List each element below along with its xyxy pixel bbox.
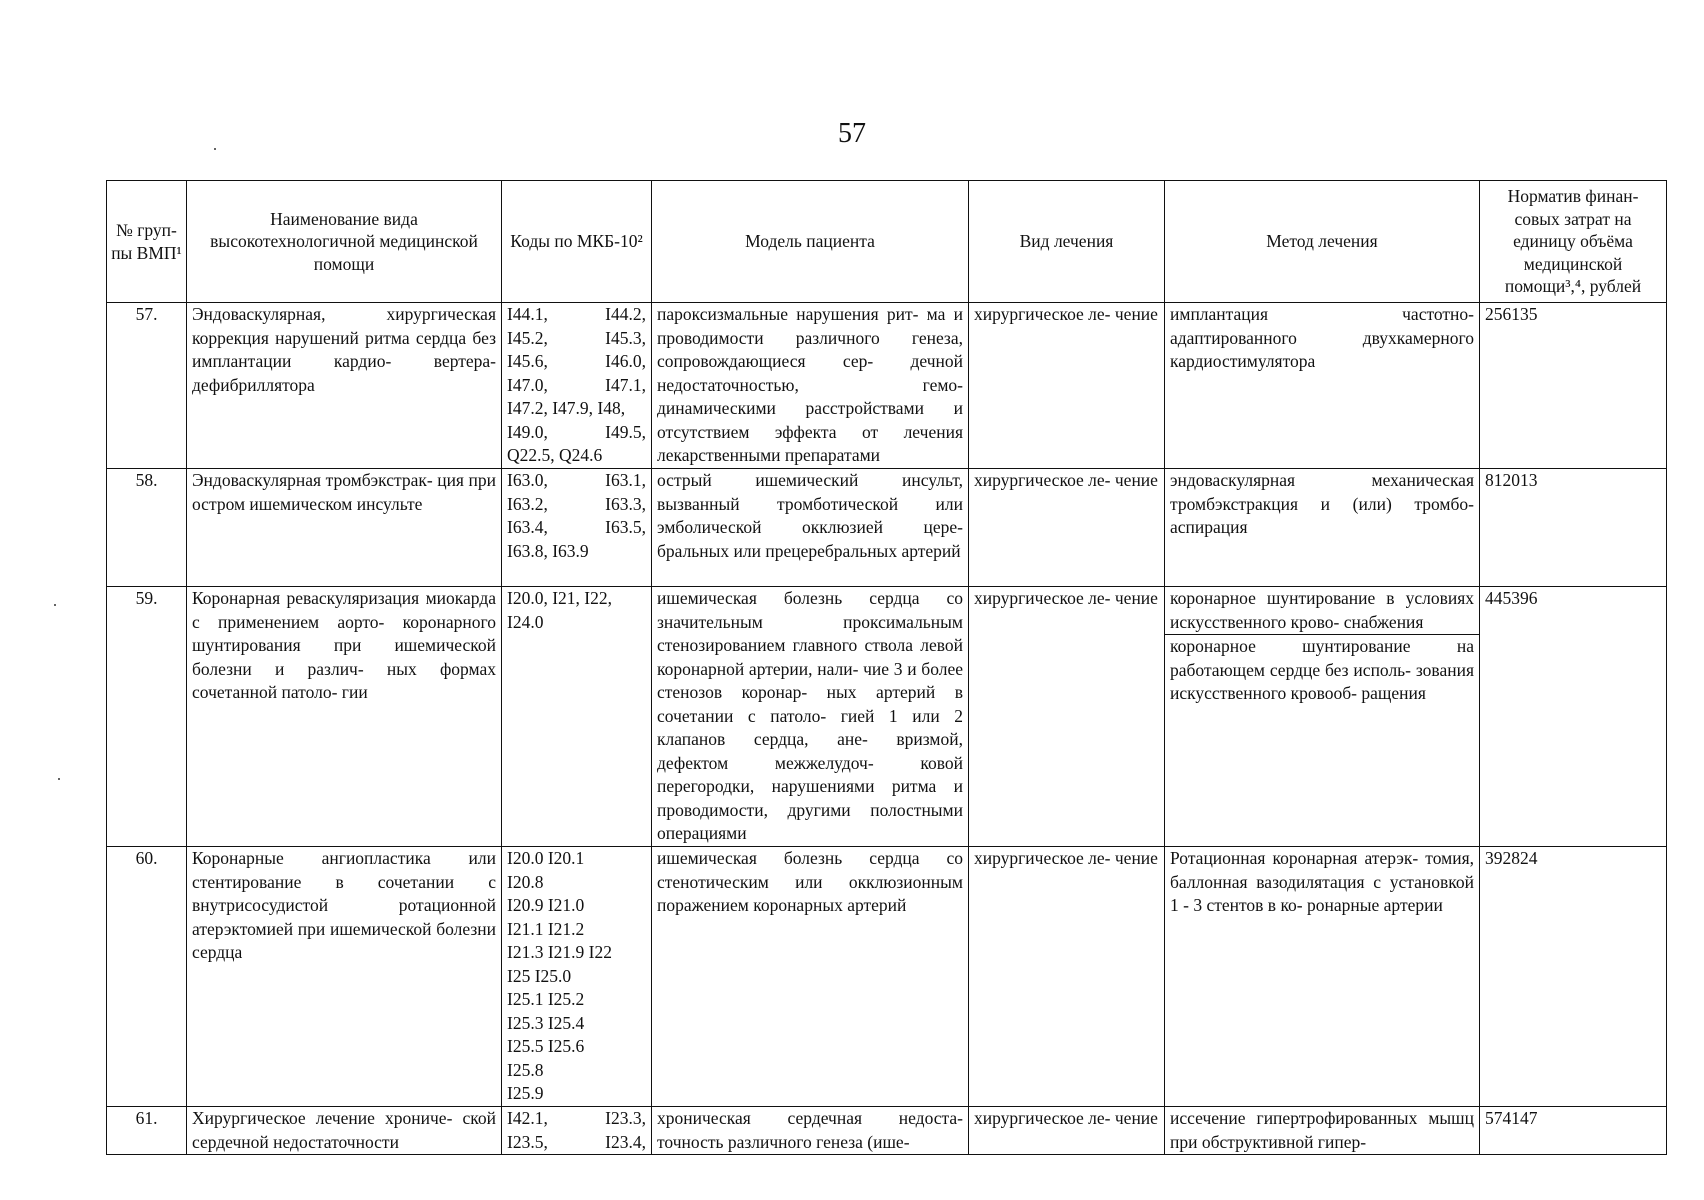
method-item: коронарное шунтирование в условиях искусственного крово- снабжения <box>1165 587 1479 635</box>
icd-code: I63.5, <box>605 517 646 537</box>
icd-code-line <box>507 611 646 635</box>
method-item: эндоваскулярная механическая тромбэкстракция и (или) тромбо- аспирация <box>1170 470 1474 537</box>
icd-code-line <box>507 1035 646 1059</box>
icd-code-line <box>507 988 646 1012</box>
icd-code: I25.9 <box>507 1083 544 1103</box>
row-treatment-type: хирургическое ле- чение <box>969 1107 1165 1155</box>
icd-code: I23.5, <box>507 1131 548 1152</box>
row-cost-norm: 392824 <box>1480 847 1667 1107</box>
row-icd-codes <box>502 847 652 1107</box>
row-treatment-type: хирургическое ле- чение <box>969 587 1165 847</box>
scan-speck <box>214 148 216 150</box>
row-treatment-method <box>1165 847 1480 1107</box>
icd-code-line <box>507 587 646 611</box>
icd-code-line <box>507 965 646 989</box>
row-patient-model: ишемическая болезнь сердца со стенотическим или окклюзионным поражением коронарных артерий <box>652 847 969 1107</box>
row-care-type: Эндоваскулярная, хирургическая коррекция нарушений ритма сердца без имплантации кардио- вертера-дефибриллятора <box>187 303 502 469</box>
icd-code: I25 I25.0 <box>507 965 572 986</box>
row-group-number: 57. <box>107 303 187 469</box>
icd-code-line <box>507 374 646 398</box>
row-patient-model: ишемическая болезнь сердца со значительным проксимальным стенозированием главного ствола левой коронарной артерии, нали- чие 3 и более стенозов коронар- ных артерий в сочетании с патоло- гией 1 или 2 клапанов сердца, ане- вризмой, дефектом межжелудоч- ковой перегородки, нарушениями ритма и проводимости, другими полостными операциями <box>652 587 969 847</box>
icd-code: I47.0, <box>507 374 548 395</box>
row-cost-norm: 256135 <box>1480 303 1667 469</box>
icd-code: I46.0, <box>605 351 646 371</box>
icd-code: I49.5, <box>605 421 646 442</box>
icd-code: I25.3 I25.4 <box>507 1012 585 1033</box>
row-care-type: Коронарные ангиопластика или стентирование в сочетании с внутрисосудистой ротационной атерэктомией при ишемической болезни сердца <box>187 847 502 1107</box>
icd-code: I20.9 I21.0 <box>507 895 585 915</box>
header-icd-codes: Коды по МКБ-10² <box>502 181 652 303</box>
table-row <box>107 1107 1667 1155</box>
icd-code-line <box>507 847 646 871</box>
method-item: коронарное шунтирование на работающем сердце без исполь- зования искусственного кровооб- ращения <box>1170 636 1474 703</box>
row-patient-model: острый ишемический инсульт, вызванный тромботической или эмболической окклюзией цере- бральных или прецеребральных артерий <box>652 469 969 587</box>
icd-code: I20.0 I20.1 <box>507 848 585 868</box>
icd-code-line <box>507 1082 646 1106</box>
row-treatment-method <box>1165 303 1480 469</box>
icd-code: I20.8 <box>507 871 544 892</box>
icd-code: I45.6, <box>507 351 548 371</box>
icd-code-line <box>507 918 646 942</box>
icd-code-line <box>507 941 646 965</box>
row-cost-norm: 445396 <box>1480 587 1667 847</box>
icd-code-line <box>507 444 646 468</box>
header-group-number: № груп- пы ВМП¹ <box>107 181 187 303</box>
row-group-number: 61. <box>107 1107 187 1155</box>
icd-code: I24.0 <box>507 611 544 632</box>
method-item: имплантация частотно- адаптированного двухкамерного кардиостимулятора <box>1170 304 1474 371</box>
method-item: Ротационная коронарная атерэк- томия, баллонная вазодилятация с установкой 1 - 3 стентов в ко- ронарные артерии <box>1170 848 1474 915</box>
header-care-type: Наименование вида высокотехнологичной медицинской помощи <box>187 181 502 303</box>
icd-code-line <box>507 540 646 564</box>
icd-code: Q22.5, Q24.6 <box>507 445 603 465</box>
page-number: 57 <box>838 118 866 149</box>
icd-code: I21.1 I21.2 <box>507 918 585 939</box>
row-treatment-type: хирургическое ле- чение <box>969 847 1165 1107</box>
icd-code: I49.0, <box>507 421 548 442</box>
icd-code: I23.4, <box>605 1131 646 1152</box>
icd-code: I47.1, <box>605 374 646 395</box>
scan-speck <box>58 778 60 780</box>
icd-code-line <box>507 1059 646 1083</box>
vmp-table <box>106 180 1667 1155</box>
row-treatment-method <box>1165 587 1480 847</box>
row-icd-codes <box>502 1107 652 1155</box>
icd-code-line <box>507 469 646 493</box>
row-care-type: Коронарная реваскуляризация миокарда с применением аорто- коронарного шунтирования при ишемической болезни и различ- ных формах сочетанной патоло- гии <box>187 587 502 847</box>
row-treatment-method <box>1165 1107 1480 1155</box>
icd-code: I23.3, <box>605 1108 646 1128</box>
row-treatment-method <box>1165 469 1480 587</box>
icd-code: I25.5 I25.6 <box>507 1036 585 1056</box>
icd-code-line <box>507 1107 646 1131</box>
table-row <box>107 847 1667 1107</box>
icd-code-line <box>507 493 646 517</box>
table-header-row <box>107 181 1667 303</box>
icd-code: I63.2, <box>507 493 548 514</box>
row-icd-codes <box>502 587 652 847</box>
table-row <box>107 469 1667 587</box>
icd-code-line <box>507 327 646 351</box>
icd-code: I63.0, <box>507 470 548 490</box>
icd-code-line <box>507 1012 646 1036</box>
scan-speck <box>54 604 56 606</box>
row-cost-norm: 574147 <box>1480 1107 1667 1155</box>
table-body <box>107 303 1667 1155</box>
icd-code: I47.2, I47.9, I48, <box>507 398 626 418</box>
icd-code-line <box>507 350 646 374</box>
row-treatment-type: хирургическое ле- чение <box>969 469 1165 587</box>
header-patient-model: Модель пациента <box>652 181 969 303</box>
icd-code-line <box>507 871 646 895</box>
header-treatment-type: Вид лечения <box>969 181 1165 303</box>
icd-code-line <box>507 421 646 445</box>
icd-code: I63.8, I63.9 <box>507 540 589 561</box>
icd-code-line <box>507 1131 646 1155</box>
row-patient-model: пароксизмальные нарушения рит- ма и проводимости различного генеза, сопровождающиеся сер- дечной недостаточностью, гемо- динамическими расстройствами и отсутствием эффекта от лечения лекарственными препаратами <box>652 303 969 469</box>
row-care-type: Эндоваскулярная тромбэкстрак- ция при остром ишемическом инсульте <box>187 469 502 587</box>
icd-code: I63.3, <box>605 493 646 514</box>
icd-code-line <box>507 894 646 918</box>
icd-code: I45.2, <box>507 327 548 348</box>
row-icd-codes <box>502 469 652 587</box>
icd-code: I44.2, <box>605 304 646 324</box>
icd-code: I44.1, <box>507 304 548 324</box>
icd-code: I63.1, <box>605 470 646 490</box>
row-patient-model: хроническая сердечная недоста- точность различного генеза (ише- <box>652 1107 969 1155</box>
row-cost-norm: 812013 <box>1480 469 1667 587</box>
icd-code: I45.3, <box>605 327 646 348</box>
row-group-number: 60. <box>107 847 187 1107</box>
row-icd-codes <box>502 303 652 469</box>
icd-code: I25.1 I25.2 <box>507 989 585 1009</box>
row-group-number: 59. <box>107 587 187 847</box>
header-cost-norm: Норматив финан- совых затрат на единицу объёма медицинской помощи³,⁴, рублей <box>1480 181 1667 303</box>
icd-code-line <box>507 516 646 540</box>
header-treatment-method: Метод лечения <box>1165 181 1480 303</box>
icd-code-line <box>507 303 646 327</box>
icd-code: I63.4, <box>507 517 548 537</box>
row-treatment-type: хирургическое ле- чение <box>969 303 1165 469</box>
icd-code: I21.3 I21.9 I22 <box>507 942 612 962</box>
icd-code-line <box>507 397 646 421</box>
table-row <box>107 587 1667 847</box>
method-item: иссечение гипертрофированных мышц при обструктивной гипер- <box>1170 1108 1474 1152</box>
icd-code: I20.0, I21, I22, <box>507 588 612 608</box>
row-group-number: 58. <box>107 469 187 587</box>
icd-code: I42.1, <box>507 1108 548 1128</box>
row-care-type: Хирургическое лечение хрониче- ской сердечной недостаточности <box>187 1107 502 1155</box>
icd-code: I25.8 <box>507 1059 544 1080</box>
table-row <box>107 303 1667 469</box>
